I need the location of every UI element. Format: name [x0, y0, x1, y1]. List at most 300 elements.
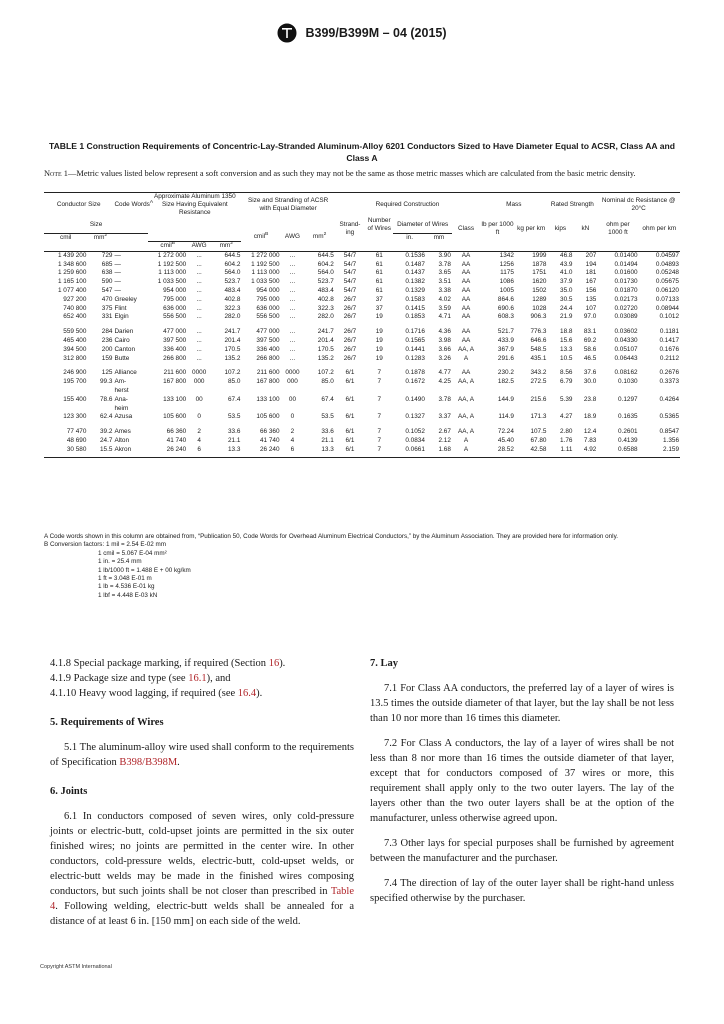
table-cell: ... [289, 278, 296, 286]
table-cell: 54/7 [343, 278, 357, 286]
table-cell: 53.5 [228, 413, 241, 421]
table-cell: 0.01600 [614, 269, 638, 277]
table-cell: 5.39 [560, 395, 573, 403]
table-cell: 685 [101, 260, 113, 268]
table-cell [87, 387, 113, 396]
table-cell: 282.0 [224, 313, 241, 321]
table-cell: 0.1487 [405, 260, 425, 268]
table-row [44, 328, 680, 337]
th-required-construction: Required Construction [335, 193, 480, 218]
table-cell: 1028 [532, 304, 547, 312]
table-cell: Butte [114, 354, 130, 362]
table-cell: — [114, 286, 121, 294]
table-cell: 523.7 [224, 278, 241, 286]
table-cell: 1086 [499, 278, 514, 286]
table-cell: 0 [290, 413, 295, 421]
table-cell: 18.8 [560, 328, 573, 336]
table-cell: 465 400 [63, 336, 87, 344]
table-cell: 1 272 000 [157, 251, 187, 259]
note-label: Note 1 [44, 169, 68, 178]
table-cell: 13.3 [560, 345, 573, 353]
table-cell: 0.1181 [659, 328, 679, 336]
table-cell [187, 387, 211, 396]
table-cell [515, 387, 548, 396]
table-cell: 6/1 [345, 369, 355, 377]
table-1 [44, 192, 680, 458]
table-cell: 26 240 [241, 446, 280, 457]
table-cell: 1 165 100 [57, 278, 87, 286]
table-cell: 3.78 [438, 395, 451, 403]
conversion-line: 1 ft = 3.048 E-01 m [98, 575, 152, 583]
table-cell: 1 192 500 [251, 260, 280, 268]
table-cell: 0.1672 [405, 378, 425, 386]
table-row [44, 278, 680, 287]
table-cell: 15.6 [560, 336, 573, 344]
table-cell: 0.8547 [659, 428, 679, 436]
table-cell: Cairo [114, 336, 130, 344]
table-cell [365, 405, 393, 414]
table-cell [597, 405, 638, 414]
table-cell: 43.9 [560, 260, 573, 268]
standard-designation: B399/B399M – 04 (2015) [305, 26, 447, 40]
table-cell: 167 [585, 278, 597, 286]
table-cell [44, 387, 87, 396]
table-cell [597, 387, 638, 396]
table-cell: 21.9 [560, 313, 573, 321]
table-cell [515, 405, 548, 414]
table-cell: 53.5 [321, 413, 334, 421]
table-cell [547, 387, 573, 396]
table-cell: AA [461, 328, 471, 336]
table-cell: 135.2 [317, 354, 334, 362]
table-cell: — [114, 260, 121, 268]
table-cell: 3.26 [438, 354, 451, 362]
table-cell: 6/1 [345, 413, 355, 421]
th-kg-per-km: kg per km [517, 225, 546, 233]
table-cell: 19 [375, 336, 383, 344]
table-row [44, 369, 680, 378]
table-cell: 1.11 [547, 446, 573, 457]
table-cell: 3.38 [438, 286, 451, 294]
table-cell: 0.1329 [405, 286, 425, 294]
table-cell: 1502 [532, 286, 547, 294]
table-cell: ... [289, 295, 296, 303]
table-cell: ... [196, 295, 202, 303]
table-cell: 7 [377, 395, 382, 403]
table-cell: 236 [101, 336, 113, 344]
table-cell: 61 [375, 286, 383, 294]
page-header [0, 22, 724, 44]
th-rated-strength: Rated Strength [547, 193, 597, 218]
table-cell: ... [289, 328, 296, 336]
table-cell: 6.79 [560, 378, 573, 386]
table-cell: 215.6 [530, 395, 547, 403]
table-cell: 211 600 [163, 369, 187, 377]
table-cell: 33.6 [321, 428, 334, 436]
table-cell: 433.9 [497, 336, 514, 344]
table-cell: Akron [113, 446, 148, 457]
table-cell: 1878 [532, 260, 547, 268]
table-cell: 6/1 [345, 378, 355, 386]
th-in: in. [406, 233, 413, 241]
table-cell: 1 439 200 [57, 251, 87, 259]
table-cell: 105 600 [256, 413, 280, 421]
table-cell: 2 [290, 428, 295, 436]
table-cell: 0.05107 [614, 345, 638, 353]
table-cell: 1 348 600 [57, 260, 87, 268]
table-row [44, 428, 680, 437]
para-6-1: 6.1 In conductors composed of seven wires, only cold-pressure joints or electric-butt, cold-upset joints are permitted in the six outer finished wires; no joints are permitted in the center wire. In other conductors, cold-pressure welds, electric-butt, cold-upset welds, or electric-butt welds may be made in the finished wires composing conductors, but such joints shall be not closer than prescribed in Table 4. Following welding, electric-butt welds shall be annealed for a distance of at least 6 in. [150 mm] on each side of the weld. [50, 811, 354, 927]
table-cell: 107.2 [317, 369, 334, 377]
table-cell: 99.3 [99, 378, 113, 386]
table-cell: 1.356 [663, 436, 679, 444]
para-4-1-8: 4.1.8 Special package marking, if required (Section 16). [50, 658, 286, 669]
table-cell: ... [289, 251, 296, 259]
astm-logo-icon [277, 22, 297, 44]
table-cell: 477 000 [163, 328, 187, 336]
table-cell: 201.4 [224, 336, 241, 344]
table-cell: 638 [101, 269, 113, 277]
th-size: Size [44, 217, 148, 233]
table-cell: AA, A [458, 345, 475, 353]
table-cell: 2.80 [560, 428, 573, 436]
table-cell: 0.1536 [405, 251, 425, 259]
table-note [44, 168, 680, 179]
th-acsr-cmil: cmil$^B$ [253, 232, 269, 241]
table-cell: 636 000 [163, 304, 187, 312]
table-cell: 4 [197, 436, 201, 444]
table-cell: 1 259 600 [57, 269, 87, 277]
table-cell: 24.7 [99, 436, 113, 444]
table-cell: 3.66 [438, 345, 451, 353]
table-cell: 15.5 [87, 446, 113, 457]
table-cell: Alliance [114, 369, 137, 377]
table-cell: 61 [375, 269, 383, 277]
table-cell: 105 600 [163, 413, 187, 421]
table-cell: 30.5 [560, 295, 573, 303]
th-nominal-resistance: Nominal dc Resistance @ 20°C [597, 193, 680, 218]
table-cell: Darien [114, 328, 134, 336]
table-cell: Greeley [114, 295, 137, 303]
copyright-footer: Copyright ASTM International [40, 964, 112, 970]
table-cell [426, 387, 452, 396]
table-cell: AA [461, 260, 471, 268]
th-alu-awg: AWG [187, 242, 211, 252]
table-cell: ... [196, 278, 202, 286]
table-cell: 133 100 [163, 395, 187, 403]
table-cell: AA [461, 295, 471, 303]
table-cell: 6 [281, 446, 305, 457]
table-cell: 776.3 [530, 328, 547, 336]
table-cell: 0.06120 [655, 286, 679, 294]
footnote-b: B Conversion factors: 1 mil = 2.54 E-02 mm [44, 541, 166, 549]
table-cell: — [114, 278, 121, 286]
table-cell: 241.7 [224, 328, 241, 336]
table-cell [393, 405, 426, 414]
table-cell: 435.1 [530, 354, 547, 362]
table-cell: 0.1635 [618, 413, 638, 421]
table-row [44, 296, 680, 305]
table-cell: 0.04893 [655, 260, 679, 268]
table-cell: 608.3 [497, 313, 514, 321]
table-cell: 19 [375, 313, 383, 321]
left-column [50, 656, 354, 929]
table-cell: 3.37 [438, 413, 451, 421]
table-cell: 6/1 [345, 428, 355, 436]
table-cell: 336 400 [256, 345, 280, 353]
table-cell: 397 500 [256, 336, 280, 344]
th-ohm-per-km: ohm per km [642, 225, 677, 233]
table-cell: 23.8 [583, 395, 597, 403]
conversion-line: 1 cmil = 5.067 E-04 mm² [98, 549, 167, 557]
table-cell [148, 387, 187, 396]
table-cell: 67.4 [321, 395, 334, 403]
th-stranding: Strand-ing [339, 221, 361, 237]
footnote-a: A Code words shown in this column are obtained from, “Publication 50, Code Words for Overhead Aluminum Electrical Conductors,” by the Aluminum Association. They are provided here for information only. [44, 533, 618, 540]
table-cell: 54/7 [343, 269, 357, 277]
table-cell: ... [196, 345, 202, 353]
table-cell: 0.1583 [405, 295, 425, 303]
table-cell: 201.4 [317, 336, 334, 344]
table-cell: 41.0 [560, 269, 573, 277]
table-cell: ... [289, 286, 296, 294]
table-cell: 159 [101, 354, 113, 362]
table-cell: 1.76 [560, 436, 573, 444]
table-cell: 0.05675 [655, 278, 679, 286]
table-cell: 266 800 [163, 354, 187, 362]
table-cell: 375 [101, 304, 113, 312]
table-cell: AA [461, 269, 471, 277]
table-cell: 2 [197, 428, 201, 436]
table-cell: 24.4 [560, 304, 573, 312]
table-cell: 0.1327 [405, 413, 425, 421]
para-7-3: 7.3 Other lays for special purposes shall be furnished by agreement between the manufacturer and the purchaser. [370, 838, 674, 864]
table-cell: Canton [114, 345, 136, 353]
th-acsr-awg: AWG [284, 233, 300, 241]
th-acsr-mm2: $mm^2$ [312, 232, 327, 241]
link-section-16-1[interactable]: 16.1 [188, 673, 207, 684]
table-caption: TABLE 1 Construction Requirements of Concentric-Lay-Stranded Aluminum-Alloy 6201 Conductors Sized to Have Diameter Equal to ACSR, Class AA and Class A [48, 141, 675, 163]
table-cell: 1005 [499, 286, 514, 294]
table-cell: 1.68 [426, 446, 452, 457]
table-row [44, 387, 680, 396]
table-cell: AA [461, 304, 471, 312]
table-row [44, 337, 680, 346]
table-cell: 864.6 [497, 295, 514, 303]
table-cell: Ames [114, 428, 131, 436]
table-cell: 123 300 [63, 413, 87, 421]
table-cell: 0.07133 [655, 295, 679, 303]
table-cell: 0.3373 [659, 378, 679, 386]
table-cell: AA [461, 313, 471, 321]
table-cell: 3.59 [438, 304, 451, 312]
table-row [44, 378, 680, 387]
table-cell: 331 [101, 313, 113, 321]
table-cell: AA, A [458, 378, 475, 386]
table-cell: 636 000 [256, 304, 280, 312]
table-cell: AA [461, 369, 471, 377]
table-cell: 266 800 [256, 354, 280, 362]
table-cell: 170.5 [224, 345, 241, 353]
table-cell: 114.9 [498, 413, 514, 421]
table-cell: 0.1490 [405, 395, 425, 403]
table-row [44, 261, 680, 270]
table-cell: 954 000 [163, 286, 187, 294]
table-cell: 171.3 [530, 413, 547, 421]
table-cell: 167 800 [163, 378, 187, 386]
table-cell: 3.78 [438, 260, 451, 268]
table-cell: 795 000 [163, 295, 187, 303]
table-cell: ... [196, 286, 202, 294]
table-cell: 7 [377, 378, 382, 386]
table-cell: 402.8 [317, 295, 334, 303]
table-cell: 26/7 [343, 295, 357, 303]
para-7-4: 7.4 The direction of lay of the outer layer shall be right-hand unless specified otherwise by the purchaser. [370, 878, 674, 904]
table-cell: 246 900 [63, 369, 87, 377]
th-code-words: Code Words$^A$ [113, 193, 148, 218]
conversion-line: 1 lb = 4.536 E-01 kg [98, 583, 155, 591]
table-row [44, 287, 680, 296]
link-b398[interactable]: B398/B398M [119, 757, 178, 768]
table-cell: 0.1565 [405, 336, 425, 344]
table-cell: 61 [375, 260, 383, 268]
table-cell: 906.3 [530, 313, 547, 321]
table-cell [211, 387, 241, 396]
table-cell: 0.02173 [614, 295, 638, 303]
table-cell: 156 [585, 286, 597, 294]
table-row [44, 413, 680, 422]
para-5-1: 5.1 The aluminum-alloy wire used shall conform to the requirements of Specification B398/B398M. [50, 742, 354, 768]
table-cell: 795 000 [256, 295, 280, 303]
table-cell: 322.3 [224, 304, 241, 312]
table-cell [241, 387, 280, 396]
table-cell: 54/7 [343, 251, 357, 259]
table-cell: 397 500 [163, 336, 187, 344]
link-section-16[interactable]: 16 [268, 658, 280, 669]
table-cell: 54/7 [343, 260, 357, 268]
th-conductor-size: Conductor Size [44, 193, 113, 218]
table-cell: 35.0 [560, 286, 573, 294]
table-cell: 483.4 [317, 286, 334, 294]
table-row [44, 446, 680, 457]
table-cell: 46.5 [583, 354, 597, 362]
table-cell: 564.0 [224, 269, 241, 277]
link-table-4[interactable]: Table 4 [50, 886, 354, 912]
table-cell: 13.3 [211, 446, 241, 457]
th-mm2: $mm^2$ [93, 232, 108, 241]
table-cell: 26 240 [148, 446, 187, 457]
table-cell: ... [196, 251, 202, 259]
table-row [44, 251, 680, 260]
table-cell: 0.01494 [614, 260, 638, 268]
table-cell: 144.9 [497, 395, 514, 403]
table-cell: 18.9 [583, 413, 597, 421]
table-cell [335, 405, 365, 414]
table-cell: ... [289, 260, 296, 268]
table-cell: 1751 [532, 269, 547, 277]
table-row [44, 405, 680, 414]
table-cell: 167 800 [256, 378, 280, 386]
table-cell: 42.58 [515, 446, 548, 457]
table-cell: ... [289, 313, 296, 321]
table-cell: 644.5 [224, 251, 241, 259]
table-cell: 6/1 [345, 395, 355, 403]
table-cell: 26/7 [343, 345, 357, 353]
table-cell: 26/7 [343, 304, 357, 312]
table-cell: 0000 [285, 369, 300, 377]
table-cell: 0.1441 [405, 345, 425, 353]
th-alu-mm2: $mm^2$ [211, 242, 241, 252]
table-cell: 954 000 [256, 286, 280, 294]
table-cell: 521.7 [497, 328, 514, 336]
th-ohm-per-1000ft: ohm per 1000 ft [606, 221, 630, 237]
table-cell: 402.8 [224, 295, 241, 303]
link-section-16-4[interactable]: 16.4 [237, 688, 257, 699]
table-cell: 559 500 [63, 328, 87, 336]
table-cell: 7.83 [583, 436, 597, 444]
th-mass: Mass [480, 193, 547, 218]
table-cell: 1175 [500, 269, 514, 277]
table-cell: 78.6 [99, 395, 113, 403]
table-cell: 0.1417 [659, 336, 679, 344]
table-cell: 394 500 [63, 345, 87, 353]
table-cell: 729 [101, 251, 113, 259]
table-cell: 1999 [532, 251, 547, 259]
table-cell [148, 405, 187, 414]
table-cell: 0.04330 [614, 336, 638, 344]
table-cell: 30.0 [583, 378, 597, 386]
table-cell: 7 [377, 413, 382, 421]
table-cell: 00 [195, 395, 203, 403]
table-cell: 1342 [499, 251, 514, 259]
table-cell: 0.1012 [659, 313, 679, 321]
table-cell [304, 405, 334, 414]
table-cell: 133 100 [256, 395, 280, 403]
table-cell: 4.02 [438, 295, 451, 303]
table-row [44, 437, 680, 446]
table-cell: Am- [114, 378, 127, 386]
table-cell: 58.6 [583, 345, 597, 353]
table-cell: 322.3 [317, 304, 334, 312]
table-cell [211, 405, 241, 414]
table-cell: 211 600 [256, 369, 280, 377]
table-cell: 62.4 [99, 413, 113, 421]
table-cell: 4 [290, 436, 295, 444]
table-cell: 0.06443 [614, 354, 638, 362]
table-cell [573, 387, 597, 396]
table-cell: 13.3 [304, 446, 334, 457]
table-cell: 367.9 [497, 345, 514, 353]
table-cell [87, 405, 113, 414]
table-cell: 1 113 000 [158, 269, 187, 277]
table-cell: Azusa [114, 413, 133, 421]
table-row [44, 269, 680, 278]
table-cell: 39.2 [99, 428, 113, 436]
table-cell: 590 [101, 278, 113, 286]
table-cell: 0.1283 [405, 354, 425, 362]
table-cell: 740 800 [63, 304, 87, 312]
table-cell [393, 387, 426, 396]
table-cell: 564.0 [317, 269, 334, 277]
conversion-line: 1 in. = 25.4 mm [98, 558, 142, 566]
section-5-heading: 5. Requirements of Wires [50, 717, 164, 728]
table-cell: 0.6588 [597, 446, 638, 457]
table-cell: 26/7 [343, 336, 357, 344]
table-cell: heim [114, 404, 129, 412]
table-cell: 556 500 [256, 313, 280, 321]
table-cell: 61 [375, 251, 383, 259]
table-row [44, 396, 680, 405]
